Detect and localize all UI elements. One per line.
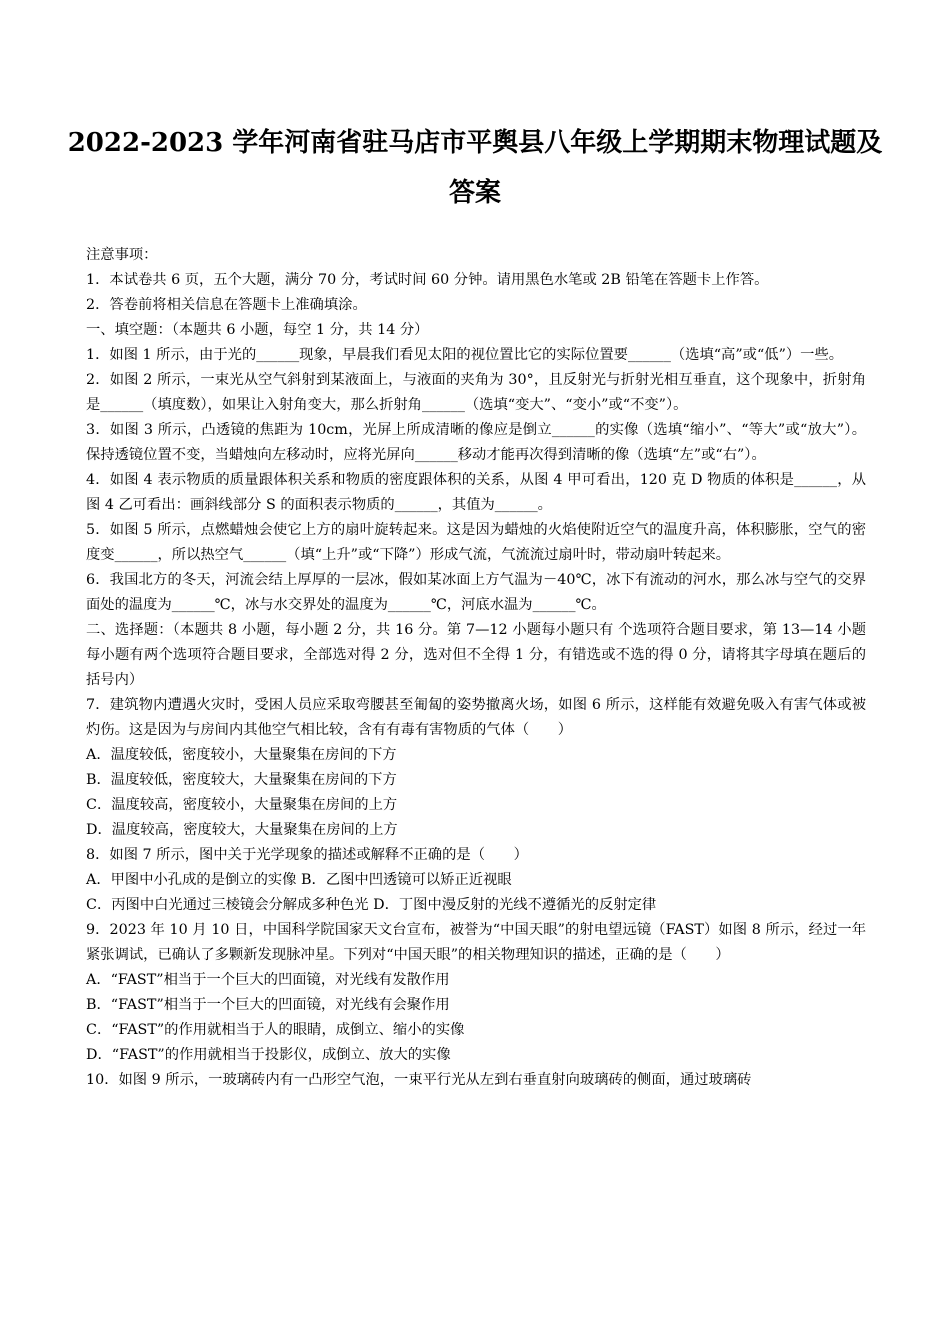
question-8-options-cd: C．丙图中白光通过三棱镜会分解成多种色光 D．丁图中漫反射的光线不遵循光的反射定律 (86, 897, 657, 913)
question-9-option-a: A．“FAST”相当于一个巨大的凹面镜，对光线有发散作用 (86, 972, 450, 988)
page-title (60, 118, 890, 218)
question-10: 10．如图 9 所示，一玻璃砖内有一凸形空气泡，一束平行光从左到右垂直射向玻璃砖的侧面，通过玻璃砖 (86, 1072, 752, 1088)
section-1-heading: 一、填空题：（本题共 6 小题，每空 1 分，共 14 分） (86, 322, 429, 338)
question-9-option-d: D．“FAST”的作用就相当于投影仪，成倒立、放大的实像 (86, 1047, 451, 1063)
notes-item-1: 1．本试卷共 6 页，五个大题，满分 70 分，考试时间 60 分钟。请用黑色水笔或 2B 铅笔在答题卡上作答。 (86, 272, 769, 288)
question-7: 7．建筑物内遭遇火灾时，受困人员应采取弯腰甚至匍匐的姿势撤离火场，如图 6 所示，这样能有效避免吸入有害气体或被灼伤。这是因为与房间内其他空气相比较，含有有毒有害物质的气体（ ） (86, 697, 866, 738)
notes-heading: 注意事项： (86, 247, 158, 263)
question-9-option-c: C．“FAST”的作用就相当于人的眼睛，成倒立、缩小的实像 (86, 1022, 465, 1038)
question-9-option-b: B．“FAST”相当于一个巨大的凹面镜，对光线有会聚作用 (86, 997, 450, 1013)
document-body (86, 243, 866, 1093)
title-line-2: 答案 (448, 178, 501, 208)
question-8-options-ab: A．甲图中小孔成的是倒立的实像 B．乙图中凹透镜可以矫正近视眼 (86, 872, 512, 888)
question-7-option-c: C．温度较高，密度较小，大量聚集在房间的上方 (86, 797, 398, 813)
question-3: 3．如图 3 所示，凸透镜的焦距为 10cm，光屏上所成清晰的像应是倒立______的实像（选填“缩小”、“等大”或“放大”）。保持透镜位置不变，当蜡烛向左移动时，应将光屏向______移动才能再次得到清晰的像（选填“左”或“右”）。 (86, 422, 866, 463)
question-1: 1．如图 1 所示，由于光的______现象，早晨我们看见太阳的视位置比它的实际位置要______（选填“高”或“低”）一些。 (86, 347, 844, 363)
question-7-option-a: A．温度较低，密度较小，大量聚集在房间的下方 (86, 747, 397, 763)
section-2-heading: 二、选择题：（本题共 8 小题，每小题 2 分，共 16 分。第 7—12 小题每小题只有 个选项符合题目要求，第 13—14 小题每小题有两个选项符合题目要求，全部选对得 2 分，选对但不全得 1 分，有错选或不选的得 0 分，请将其字母填在题后的括号内） (86, 622, 866, 688)
question-4: 4．如图 4 表示物质的质量跟体积关系和物质的密度跟体积的关系，从图 4 甲可看出，120 克 D 物质的体积是______，从图 4 乙可看出：画斜线部分 S 的面积表示物质的______，其值为______。 (86, 472, 866, 513)
question-7-option-b: B．温度较低，密度较大，大量聚集在房间的下方 (86, 772, 397, 788)
question-2: 2．如图 2 所示，一束光从空气斜射到某液面上，与液面的夹角为 30°，且反射光与折射光相互垂直，这个现象中，折射角是______（填度数），如果让入射角变大，那么折射角______（选填“变大”、“变小”或“不变”）。 (86, 372, 866, 413)
question-9: 9．2023 年 10 月 10 日，中国科学院国家天文台宣布，被誉为“中国天眼”的射电望远镜（FAST）如图 8 所示，经过一年紧张调试，已确认了多颗新发现脉冲星。下列对“中国天眼”的相关物理知识的描述，正确的是（ ） (86, 922, 866, 963)
question-6: 6．我国北方的冬天，河流会结上厚厚的一层冰，假如某冰面上方气温为－40℃，冰下有流动的河水，那么冰与空气的交界面处的温度为______℃，冰与水交界处的温度为______℃，河底水温为______℃。 (86, 572, 866, 613)
question-7-option-d: D．温度较高，密度较大，大量聚集在房间的上方 (86, 822, 398, 838)
question-8: 8．如图 7 所示，图中关于光学现象的描述或解释不正确的是（ ） (86, 847, 528, 863)
title-line-1: 2022-2023 学年河南省驻马店市平舆县八年级上学期期末物理试题及 (67, 128, 883, 158)
question-5: 5．如图 5 所示，点燃蜡烛会使它上方的扇叶旋转起来。这是因为蜡烛的火焰使附近空气的温度升高，体积膨胀，空气的密度变______，所以热空气______（填“上升”或“下降”）形成气流，气流流过扇叶时，带动扇叶转起来。 (86, 522, 866, 563)
notes-item-2: 2．答卷前将相关信息在答题卡上准确填涂。 (86, 297, 367, 313)
